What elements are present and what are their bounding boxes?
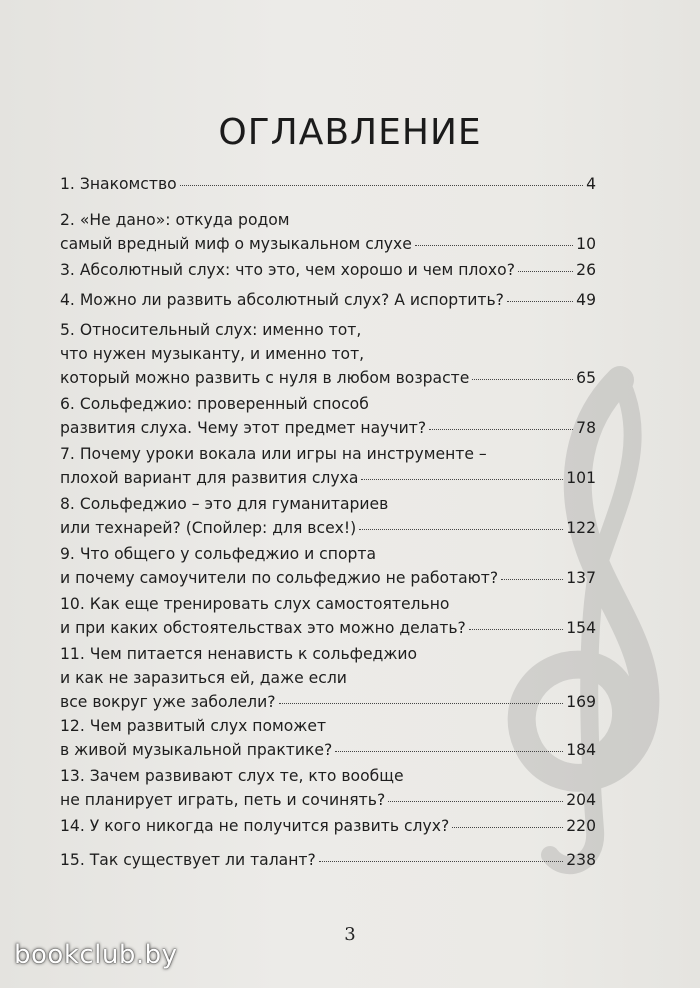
- dot-leader: [180, 184, 583, 186]
- toc-entry: [60, 848, 596, 872]
- dot-leader: [429, 428, 573, 430]
- toc-entry-page: 220: [566, 817, 596, 835]
- toc-entry-page: 238: [566, 851, 596, 869]
- toc-entry-last-line: [60, 788, 596, 812]
- toc-entry-title: или технарей? (Спойлер: для всех!): [60, 519, 357, 537]
- toc-entry-last-line: [60, 366, 596, 390]
- toc-entry-page: 154: [566, 619, 596, 637]
- dot-leader: [501, 578, 563, 580]
- toc-entry-page: 204: [566, 791, 596, 809]
- toc-entry-page: 10: [576, 235, 596, 253]
- dot-leader: [507, 300, 573, 302]
- toc-entry: [60, 318, 596, 390]
- toc-entry-line: 6. Сольфеджио: проверенный способ: [60, 395, 369, 413]
- toc-entry-last-line: [60, 566, 596, 590]
- toc-entry-title: 4. Можно ли развить абсолютный слух? А испортить?: [60, 291, 504, 309]
- toc-entry-last-line: [60, 288, 596, 312]
- toc-entry-line: 12. Чем развитый слух поможет: [60, 717, 327, 735]
- toc-entry-page: 184: [566, 741, 596, 759]
- dot-leader: [518, 270, 573, 272]
- toc-entry: [60, 492, 596, 540]
- toc-entry-page: 78: [576, 419, 596, 437]
- dot-leader: [469, 628, 563, 630]
- toc-entry-line: 13. Зачем развивают слух те, кто вообще: [60, 767, 404, 785]
- toc-entry-line: 5. Относительный слух: именно тот,: [60, 321, 362, 339]
- toc-entry-last-line: [60, 172, 596, 196]
- toc-entry-page: 101: [566, 469, 596, 487]
- dot-leader: [279, 702, 564, 704]
- toc-entry: [60, 764, 596, 812]
- toc-entry: [60, 642, 596, 714]
- toc-entry-last-line: [60, 738, 596, 762]
- toc-entry-last-line: [60, 232, 596, 256]
- toc-entry: [60, 208, 596, 256]
- toc-entry-last-line: [60, 466, 596, 490]
- toc-entry-page: 137: [566, 569, 596, 587]
- toc-entry-title: развития слуха. Чему этот предмет научит?: [60, 419, 427, 437]
- dot-leader: [472, 378, 573, 380]
- dot-leader: [335, 750, 563, 752]
- toc-entry-title: который можно развить с нуля в любом возрасте: [60, 369, 470, 387]
- toc-entry: [60, 542, 596, 590]
- toc-entry-page: 4: [586, 175, 596, 193]
- toc-entry-title: 15. Так существует ли талант?: [60, 851, 316, 869]
- toc-entry: [60, 172, 596, 196]
- toc-entry-title: плохой вариант для развития слуха: [60, 469, 359, 487]
- toc-entry-last-line: [60, 516, 596, 540]
- toc-entry-title: и при каких обстоятельствах это можно делать?: [60, 619, 466, 637]
- toc-entry-line: 10. Как еще тренировать слух самостоятельно: [60, 595, 450, 613]
- toc-heading: ОГЛАВЛЕНИЕ: [218, 112, 482, 153]
- page-number: 3: [344, 924, 356, 945]
- toc-entry-title: в живой музыкальной практике?: [60, 741, 333, 759]
- toc-entry-page: 169: [566, 693, 596, 711]
- toc-entry: [60, 592, 596, 640]
- toc-entry: [60, 814, 596, 838]
- toc-entry-last-line: [60, 258, 596, 282]
- toc-entry-title: 14. У кого никогда не получится развить слух?: [60, 817, 450, 835]
- dot-leader: [452, 826, 563, 828]
- toc-entry-line: 9. Что общего у сольфеджио и спорта: [60, 545, 377, 563]
- toc-entry-last-line: [60, 690, 596, 714]
- dot-leader: [415, 244, 573, 246]
- toc-entry-line: 7. Почему уроки вокала или игры на инструменте –: [60, 445, 487, 463]
- dot-leader: [319, 860, 563, 862]
- toc-entry: [60, 392, 596, 440]
- toc-entry-page: 65: [576, 369, 596, 387]
- toc-entry-last-line: [60, 848, 596, 872]
- toc-entry-line: что нужен музыканту, и именно тот,: [60, 345, 365, 363]
- toc-entry-title: самый вредный миф о музыкальном слухе: [60, 235, 412, 253]
- toc-entry-title: и почему самоучители по сольфеджио не работают?: [60, 569, 499, 587]
- toc-entry-title: все вокруг уже заболели?: [60, 693, 276, 711]
- toc-entry: [60, 288, 596, 312]
- toc-entry-line: 2. «Не дано»: откуда родом: [60, 211, 290, 229]
- dot-leader: [359, 528, 563, 530]
- toc-entry-last-line: [60, 814, 596, 838]
- toc-entry: [60, 258, 596, 282]
- toc-entry-page: 49: [576, 291, 596, 309]
- dot-leader: [361, 478, 563, 480]
- toc-entry-line: и как не заразиться ей, даже если: [60, 669, 347, 687]
- dot-leader: [388, 800, 563, 802]
- toc-entry-page: 26: [576, 261, 596, 279]
- toc-entry-line: 11. Чем питается ненависть к сольфеджио: [60, 645, 418, 663]
- toc-entry-line: 8. Сольфеджио – это для гуманитариев: [60, 495, 389, 513]
- toc-entry-title: 1. Знакомство: [60, 175, 177, 193]
- toc-entry-page: 122: [566, 519, 596, 537]
- watermark-text: bookclub.by: [14, 940, 178, 970]
- toc-entry-last-line: [60, 416, 596, 440]
- toc-entry: [60, 714, 596, 762]
- toc-entry-title: 3. Абсолютный слух: что это, чем хорошо и чем плохо?: [60, 261, 515, 279]
- toc-entry-last-line: [60, 616, 596, 640]
- toc-entry-title: не планирует играть, петь и сочинять?: [60, 791, 386, 809]
- toc-entry: [60, 442, 596, 490]
